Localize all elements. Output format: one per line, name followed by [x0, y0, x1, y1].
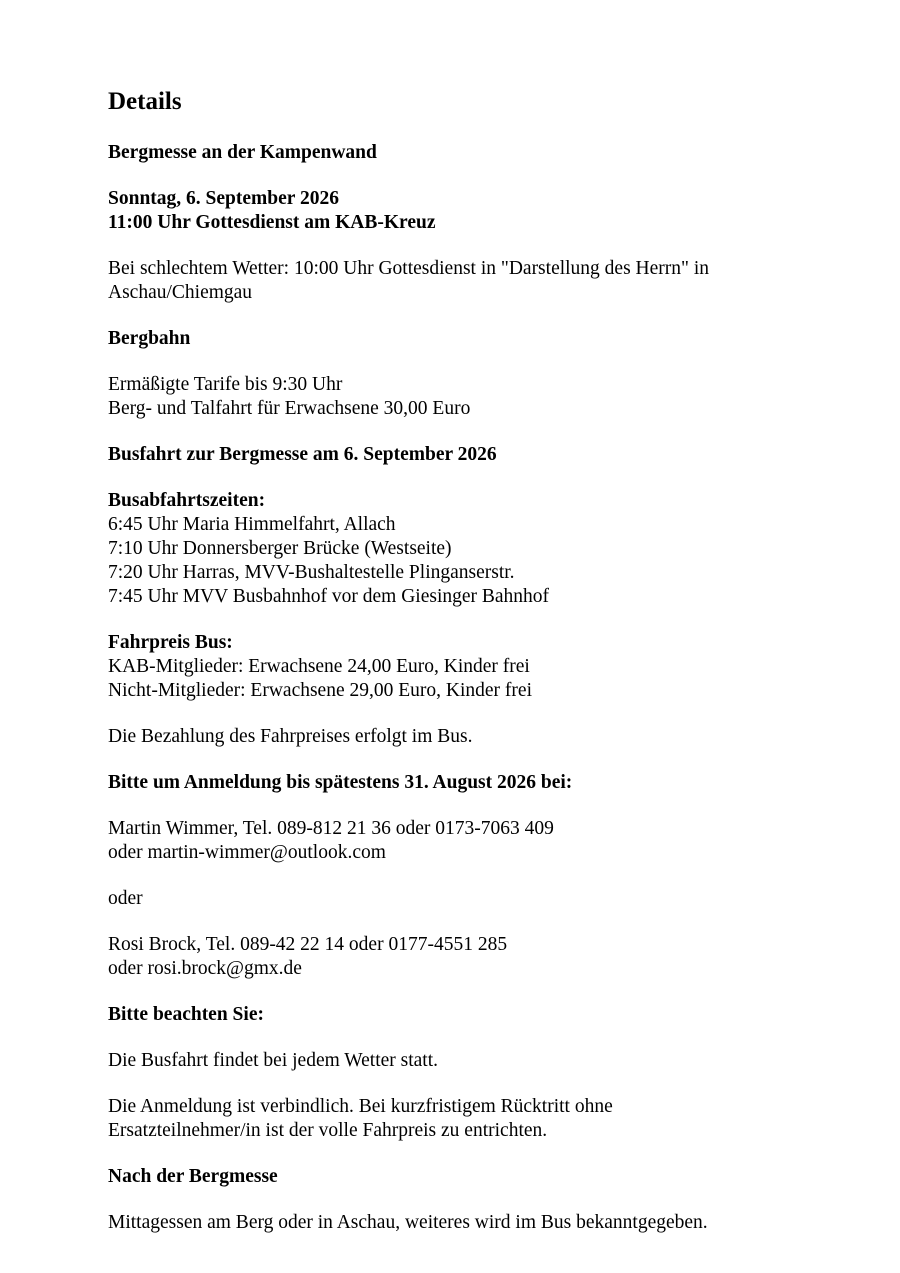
- departures-heading: Busabfahrtszeiten:: [108, 490, 266, 511]
- bad-weather-line: Aschau/Chiemgau: [108, 282, 253, 303]
- notice-heading: Bitte beachten Sie:: [108, 1004, 264, 1025]
- fare-item: KAB-Mitglieder: Erwachsene 24,00 Euro, Kinder frei: [108, 656, 530, 677]
- bergbahn-line: Ermäßigte Tarife bis 9:30 Uhr: [108, 374, 343, 395]
- or-separator: oder: [108, 888, 143, 909]
- event-title: Bergmesse an der Kampenwand: [108, 142, 377, 163]
- fares-block: [108, 631, 848, 703]
- departure-item: 6:45 Uhr Maria Himmelfahrt, Allach: [108, 514, 396, 535]
- bergbahn-info: [108, 373, 848, 421]
- departure-item: 7:20 Uhr Harras, MVV-Bushaltestelle Plinganserstr.: [108, 562, 515, 583]
- service-time: 11:00 Uhr Gottesdienst am KAB-Kreuz: [108, 212, 436, 233]
- bus-heading: Busfahrt zur Bergmesse am 6. September 2026: [108, 444, 497, 465]
- document-page: [108, 86, 848, 1257]
- notice-binding: [108, 1095, 848, 1143]
- bad-weather-line: Bei schlechtem Wetter: 10:00 Uhr Gottesdienst in "Darstellung des Herrn" in: [108, 258, 710, 279]
- fare-item: Nicht-Mitglieder: Erwachsene 29,00 Euro, Kinder frei: [108, 680, 532, 701]
- contact-line: Martin Wimmer, Tel. 089-812 21 36 oder 0173-7063 409: [108, 818, 554, 839]
- contact-line: Rosi Brock, Tel. 089-42 22 14 oder 0177-4551 285: [108, 934, 508, 955]
- contact-rosi: [108, 933, 848, 981]
- departure-item: 7:10 Uhr Donnersberger Brücke (Westseite): [108, 538, 452, 559]
- registration-heading: Bitte um Anmeldung bis spätestens 31. August 2026 bei:: [108, 772, 573, 793]
- page-title: Details: [108, 88, 182, 115]
- contact-martin: [108, 817, 848, 865]
- fare-heading: Fahrpreis Bus:: [108, 632, 233, 653]
- notice-line: Die Anmeldung ist verbindlich. Bei kurzfristigem Rücktritt ohne: [108, 1096, 613, 1117]
- departures-block: [108, 489, 848, 609]
- event-date: Sonntag, 6. September 2026: [108, 188, 339, 209]
- contact-line: oder martin-wimmer@outlook.com: [108, 842, 386, 863]
- after-text: Mittagessen am Berg oder in Aschau, weiteres wird im Bus bekanntgegeben.: [108, 1212, 708, 1233]
- notice-weather: Die Busfahrt findet bei jedem Wetter statt.: [108, 1050, 439, 1071]
- payment-note: Die Bezahlung des Fahrpreises erfolgt im Bus.: [108, 726, 473, 747]
- departure-item: 7:45 Uhr MVV Busbahnhof vor dem Giesinger Bahnhof: [108, 586, 550, 607]
- bergbahn-heading: Bergbahn: [108, 328, 191, 349]
- after-heading: Nach der Bergmesse: [108, 1166, 278, 1187]
- bergbahn-line: Berg- und Talfahrt für Erwachsene 30,00 Euro: [108, 398, 471, 419]
- contact-line: oder rosi.brock@gmx.de: [108, 958, 302, 979]
- notice-line: Ersatzteilnehmer/in ist der volle Fahrpreis zu entrichten.: [108, 1120, 548, 1141]
- bad-weather-note: [108, 257, 848, 305]
- event-date-block: [108, 187, 848, 235]
